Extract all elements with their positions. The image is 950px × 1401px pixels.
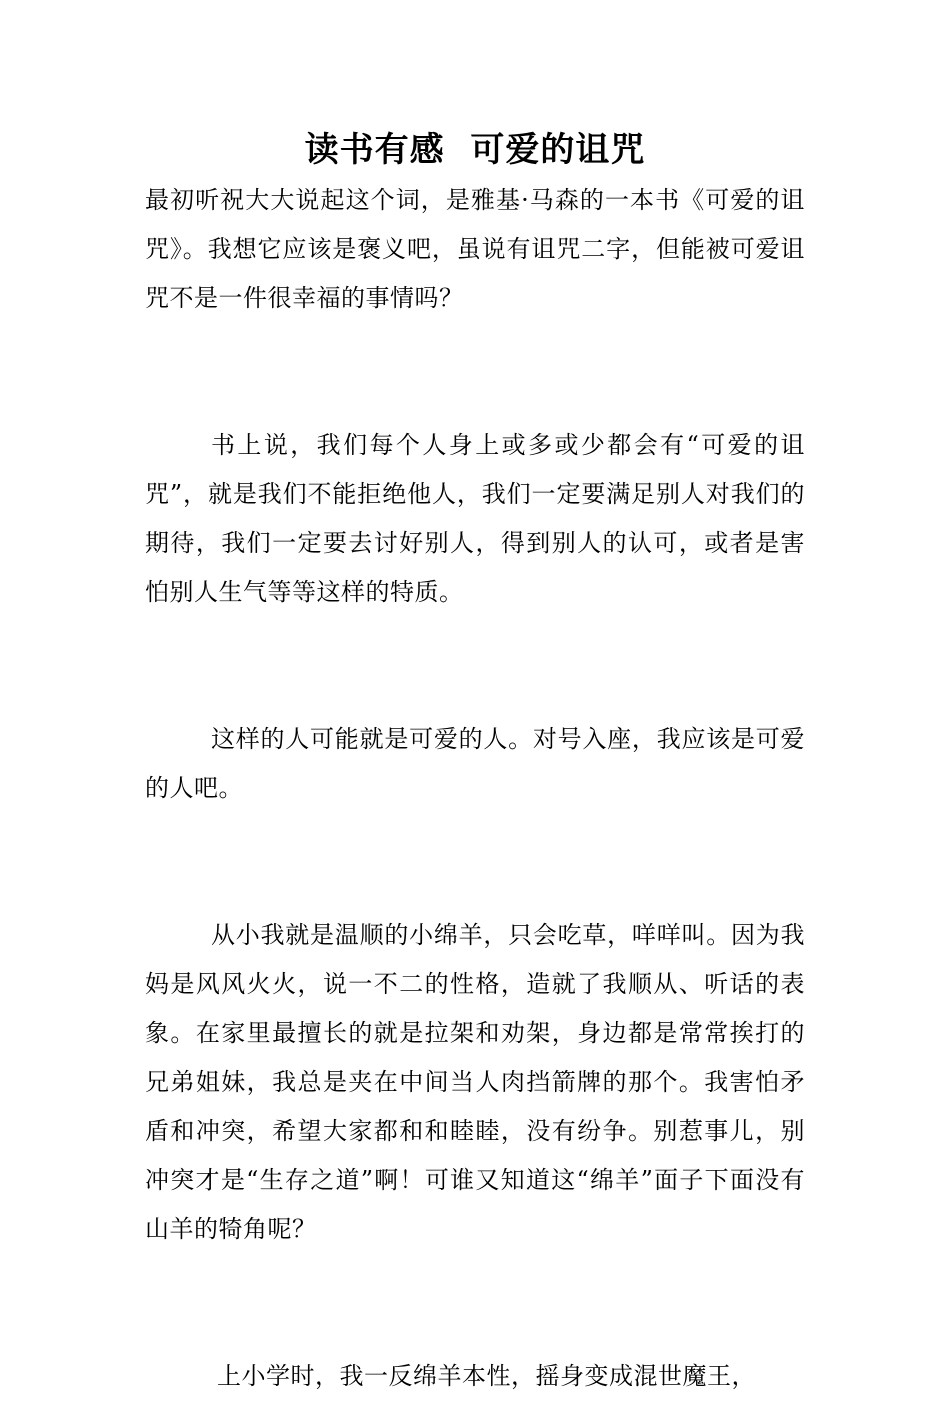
document-title: 读书有感 可爱的诅咒 — [304, 130, 646, 170]
paragraph-gap — [145, 1254, 805, 1352]
paragraph-1: 最初听祝大大说起这个词，是雅基·马森的一本书《可爱的诅咒》。我想它应该是褒义吧，虽说有诅咒二字，但能被可爱诅咒不是一件很幸福的事情吗？ — [145, 186, 805, 312]
paragraph-3: 这样的人可能就是可爱的人。对号入座，我应该是可爱的人吧。 — [145, 725, 805, 802]
paragraph-5: 上小学时，我一反绵羊本性，摇身变成混世魔王， — [217, 1362, 756, 1390]
paragraph-gap — [145, 813, 805, 911]
paragraph-gap — [145, 323, 805, 421]
paragraph-gap — [145, 617, 805, 715]
paragraph-4: 从小我就是温顺的小绵羊，只会吃草，咩咩叫。因为我妈是风风火火，说一不二的性格，造就了我顺从、听话的表象。在家里最擅长的就是拉架和劝架，身边都是常常挨打的兄弟姐妹，我总是夹在中间当人肉挡箭牌的那个。我害怕矛盾和冲突，希望大家都和和睦睦，没有纷争。别惹事儿，别冲突才是“生存之道”啊！可谁又知道这“绵羊”面子下面没有山羊的犄角呢？ — [145, 921, 805, 1243]
paragraph-2: 书上说，我们每个人身上或多或少都会有“可爱的诅咒”，就是我们不能拒绝他人，我们一定要满足别人对我们的期待，我们一定要去讨好别人，得到别人的认可，或者是害怕别人生气等等这样的特质。 — [145, 431, 805, 606]
document-body — [145, 176, 805, 1401]
